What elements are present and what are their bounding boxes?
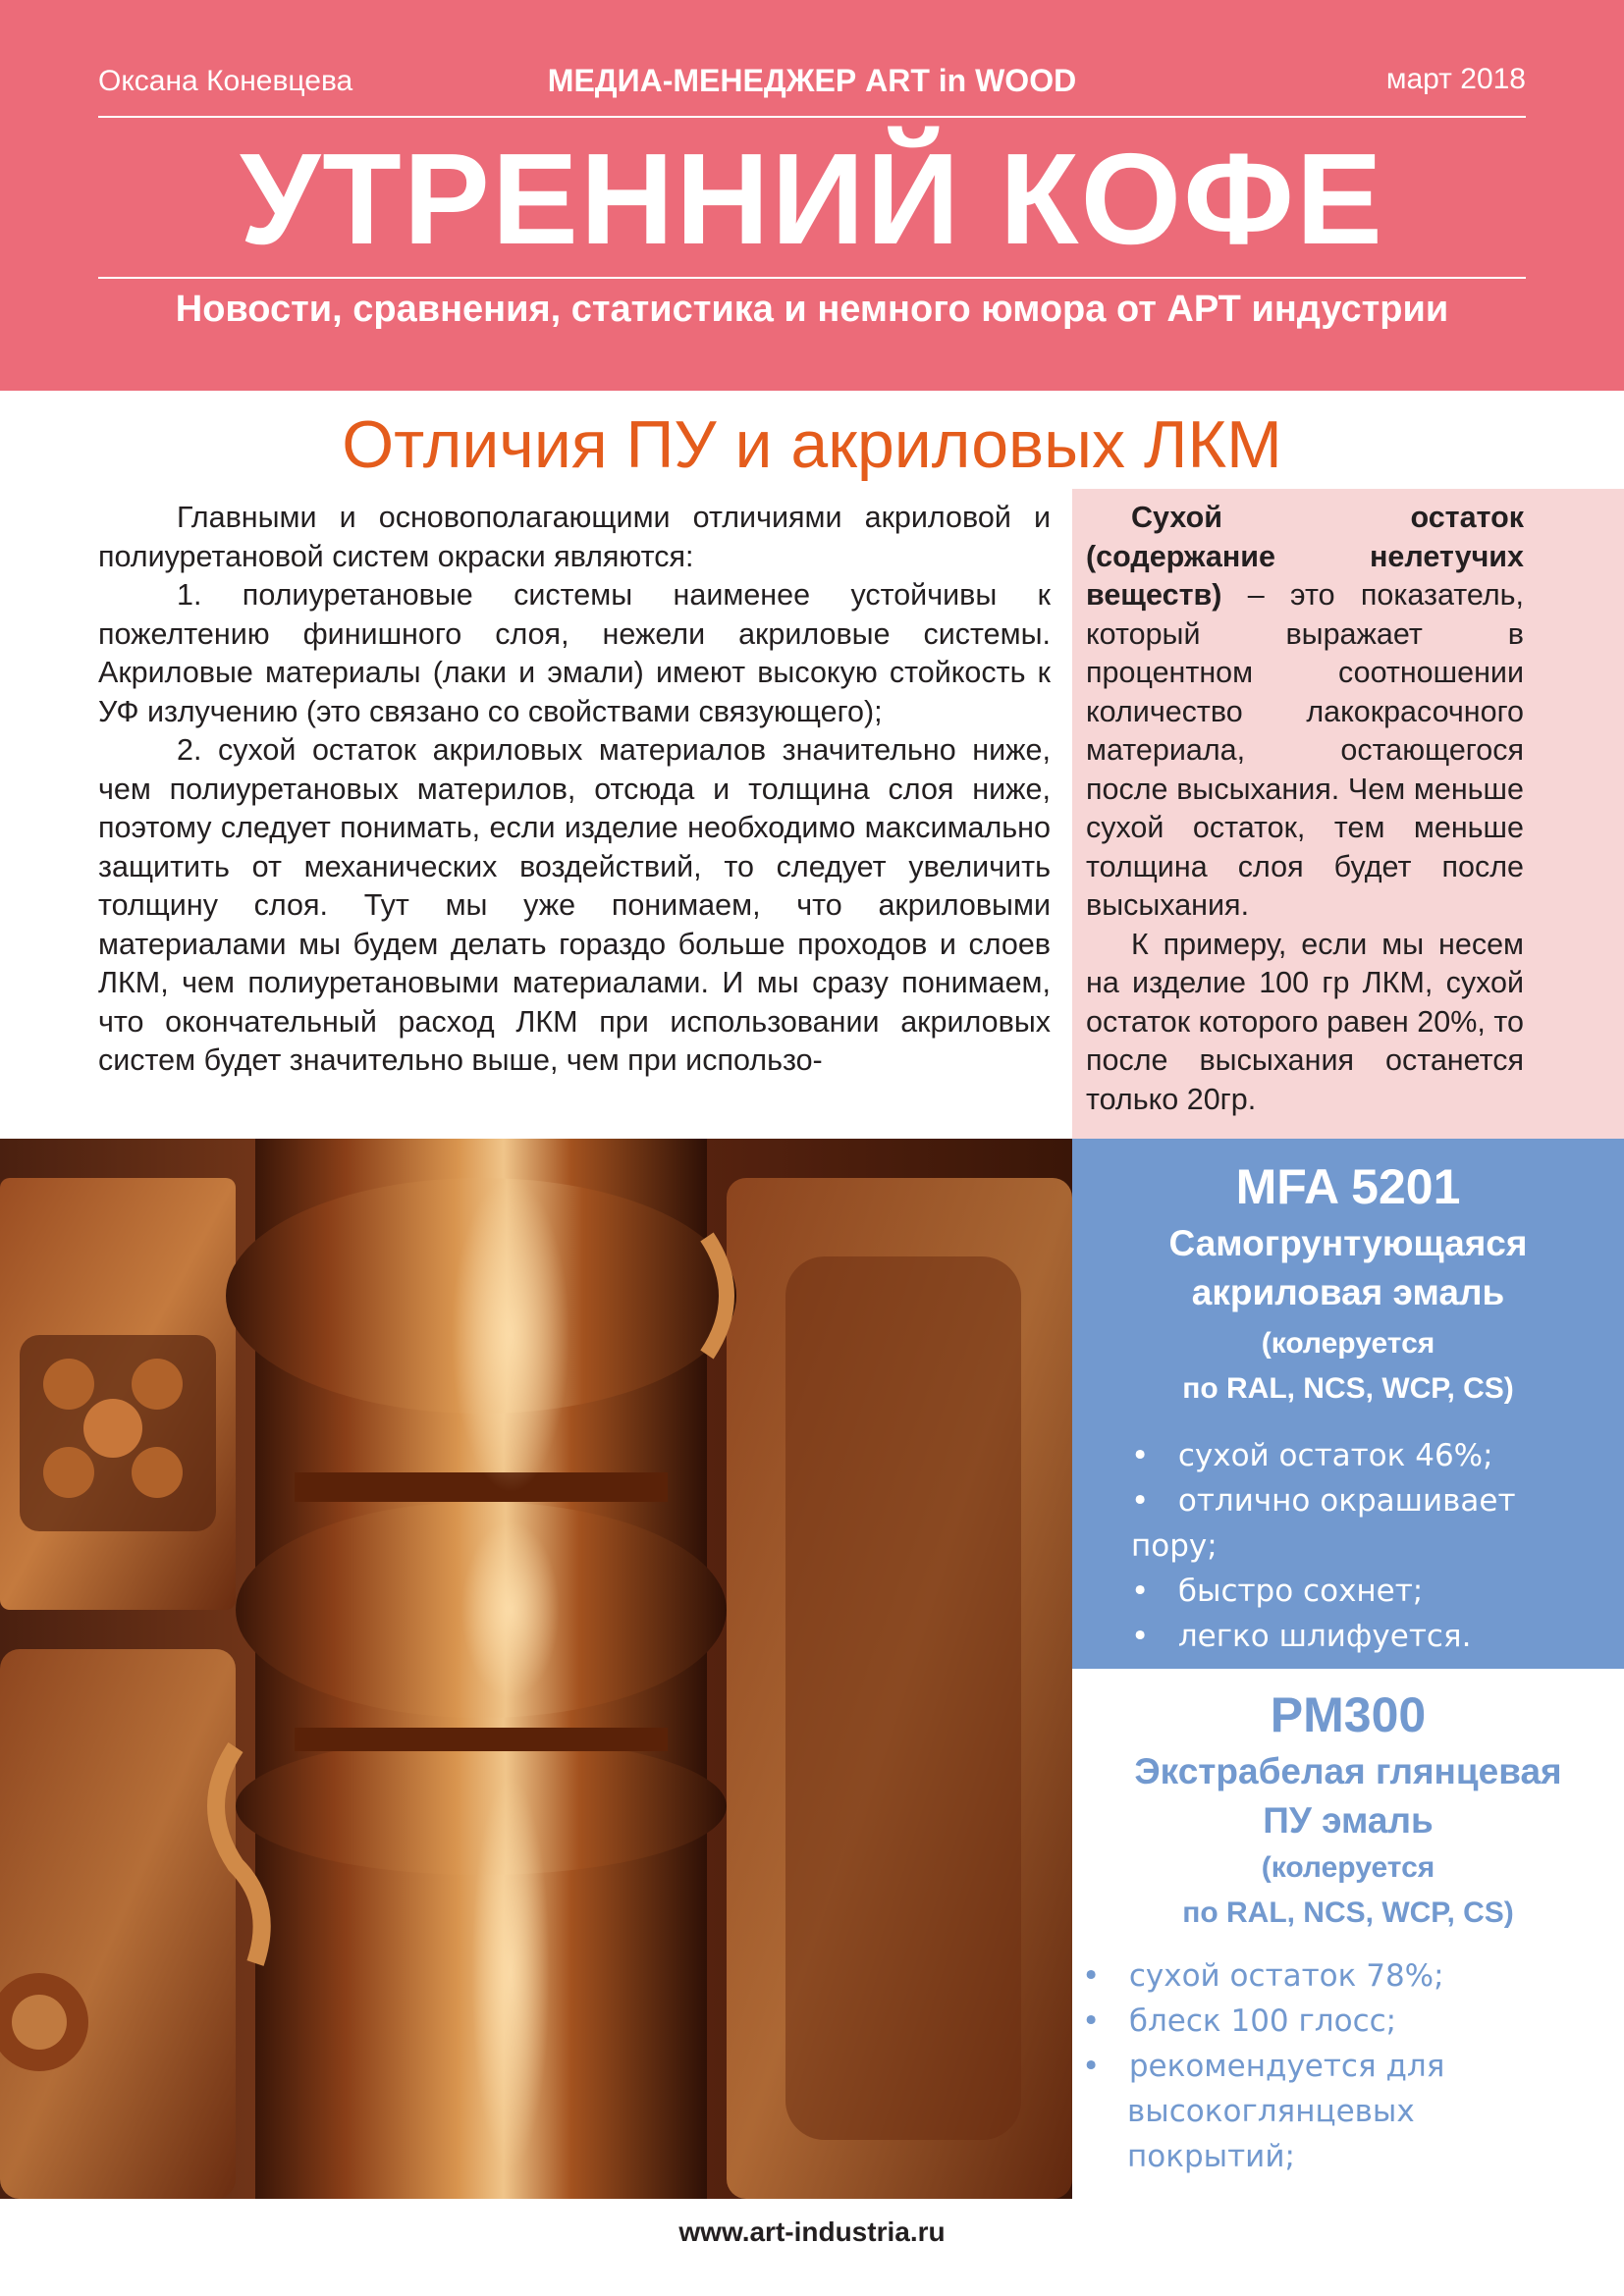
feature-item: • отлично окрашивает пору;: [1131, 1483, 1516, 1564]
definition-example: К примеру, если мы несем на изделие 100 гр ЛКМ, сухой остаток которого равен 20%, то после высыхания останется только 20гр.: [1086, 927, 1524, 1116]
issue-date: март 2018: [1385, 63, 1526, 95]
feature-item: • рекомендуется для высокоглянцевых покрытий;: [1082, 2049, 1445, 2174]
feature-item: • легко шлифуется.: [1131, 1619, 1472, 1654]
product-tint-note: (колеруется: [1261, 1327, 1435, 1360]
masthead: [0, 0, 1624, 391]
product-tint-note: (колеруется: [1261, 1851, 1435, 1884]
newsletter-subtitle: Новости, сравнения, статистика и немного юмора от АРТ индустрии: [175, 289, 1449, 330]
feature-item: • быстро сохнет;: [1131, 1574, 1424, 1609]
newsletter-title: УТРЕННИЙ КОФЕ: [240, 127, 1384, 271]
definition-text: [1086, 499, 1524, 1119]
definition-term: Сухой остаток (содержание нелетучих веществ): [1086, 501, 1524, 612]
bullet-icon: •: [1131, 1574, 1178, 1609]
product-tint-systems: по RAL, NCS, WCP, CS): [1182, 1896, 1514, 1929]
product-name: Экстрабелая глянцевая ПУ эмаль: [1134, 1751, 1562, 1841]
product-name: Самогрунтующаяся акриловая эмаль: [1168, 1223, 1528, 1312]
product-features: [1131, 1433, 1583, 1659]
definition-paragraph: [1086, 499, 1524, 926]
bullet-icon: •: [1082, 2049, 1129, 2084]
article-body: [98, 499, 1051, 1081]
bullet-icon: •: [1082, 2003, 1129, 2039]
feature-item: • сухой остаток 46%;: [1131, 1438, 1493, 1473]
bullet-icon: •: [1131, 1483, 1178, 1519]
author-name: Оксана Коневцева: [98, 65, 353, 97]
product-features: [1082, 1953, 1514, 2179]
product-card-pm300: [1072, 1669, 1624, 2199]
definition-body: – это показатель, который выражает в процентном соотношении количество лакокрасочного материала, остающегося после высыхания. Чем меньше сухой остаток, тем меньше толщина слоя будет после высыхания.: [1086, 578, 1524, 922]
product-code: MFA 5201: [1235, 1159, 1461, 1214]
feature-item: • сухой остаток 78%;: [1082, 1958, 1444, 1994]
footer-website-link[interactable]: www.art-industria.ru: [678, 2216, 946, 2247]
article-paragraph: 1. полиуретановые системы наименее устойчивы к пожелтению финишного слоя, нежели акриловые системы. Акриловые материалы (лаки и эмали) имеют высокую стойкость к УФ излучению (это связано со свойствами связующего);: [98, 578, 1051, 728]
article-paragraph: 2. сухой остаток акриловых материалов значительно ниже, чем полиуретановых материлов, отсюда и толщина слоя ниже, поэтому следует понимать, если изделие необходимо максимально защитить от механических воздействий, то следует увеличить толщину слоя. Тут мы уже понимаем, что акриловыми материалами мы будем делать гораздо больше проходов и слоев ЛКМ, чем полиуретановыми материалами. И мы сразу понимаем, что окончательный расход ЛКМ при использовании акриловых систем будет значительно выше, чем при использо-: [98, 733, 1051, 1077]
product-tint-systems: по RAL, NCS, WCP, CS): [1182, 1372, 1514, 1405]
carved-furniture-photo: [0, 1139, 1072, 2199]
header-rule-top: [98, 116, 1526, 118]
author-role: МЕДИА-МЕНЕДЖЕР ART in WOOD: [547, 63, 1077, 98]
bullet-icon: •: [1131, 1438, 1178, 1473]
bullet-icon: •: [1082, 1958, 1129, 1994]
header-rule-bottom: [98, 277, 1526, 279]
bullet-icon: •: [1131, 1619, 1178, 1654]
product-card-mfa5201: [1072, 1139, 1624, 1669]
feature-item: • блеск 100 глосс;: [1082, 2003, 1397, 2039]
article-title: Отличия ПУ и акриловых ЛКМ: [342, 407, 1282, 482]
product-code: PM300: [1270, 1687, 1427, 1742]
article-paragraph: Главными и основополагающими отличиями акриловой и полиуретановой систем окраски являются:: [98, 501, 1051, 573]
